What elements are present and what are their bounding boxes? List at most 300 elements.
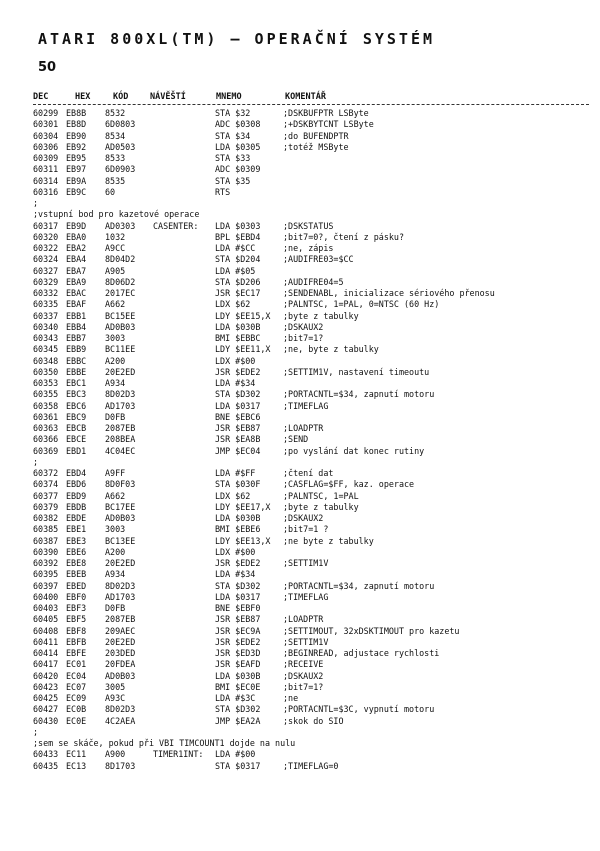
cell-hex: EBB7 xyxy=(66,333,87,343)
cell-comment: ;ne xyxy=(283,693,299,703)
cell-hex: EBAC xyxy=(66,288,87,298)
cell-mnemo: LDX $62 xyxy=(215,299,251,310)
comment-line xyxy=(33,457,589,468)
cell-dec: 60425 xyxy=(33,693,59,703)
cell-dec: 60369 xyxy=(33,445,59,456)
cell-comment: ;PORTACNTL=$34, zapnutí motoru xyxy=(283,389,435,400)
cell-kod: D0FB xyxy=(105,603,126,613)
cell-comment: ;+DSKBYTCNT LSByte xyxy=(283,119,374,130)
cell-kod: BC13EE xyxy=(105,535,136,546)
cell-kod: 8534 xyxy=(105,130,126,141)
code-row xyxy=(33,592,589,603)
cell-kod: A934 xyxy=(105,378,126,388)
cell-mnemo: JSR $EAFD xyxy=(215,659,261,670)
code-row xyxy=(33,626,589,637)
cell-comment: ;SETTIMOUT, 32xDSKTIMOUT pro kazetu xyxy=(283,625,460,636)
cell-kod: 8D02D3 xyxy=(105,389,136,400)
cell-comment: ;bit7=1? xyxy=(283,333,324,343)
cell-hex: EB9A xyxy=(66,175,87,186)
cell-dec: 60343 xyxy=(33,333,59,343)
cell-hex: EC13 xyxy=(66,760,87,771)
cell-dec: 60435 xyxy=(33,760,59,771)
cell-kod: AD0303 xyxy=(105,220,136,231)
cell-dec: 60350 xyxy=(33,366,59,377)
code-row xyxy=(33,311,589,322)
cell-kod: A9FF xyxy=(105,468,126,478)
cell-comment: ;bit7=1? xyxy=(283,681,324,692)
cell-mnemo: STA $D302 xyxy=(215,704,261,715)
code-row xyxy=(33,299,589,310)
cell-hex: EBC1 xyxy=(66,378,87,388)
cell-dec: 60327 xyxy=(33,265,59,276)
cell-dec: 60366 xyxy=(33,434,59,445)
code-row xyxy=(33,749,589,760)
cell-kod: 4C04EC xyxy=(105,445,136,456)
cell-comment: ;SENDENABL, inicializace sériového přenosu xyxy=(283,288,495,298)
cell-mnemo: JSR $EA8B xyxy=(215,434,261,445)
cell-hex: EB9C xyxy=(66,186,87,197)
cell-dec: 60397 xyxy=(33,580,59,591)
cell-kod: 2087EB xyxy=(105,423,136,433)
comment-line xyxy=(33,727,589,738)
cell-hex: EBD1 xyxy=(66,445,87,456)
cell-mnemo: LDA $0317 xyxy=(215,400,261,411)
cell-mnemo: LDA #$CC xyxy=(215,243,256,253)
cell-hex: EBFB xyxy=(66,636,87,647)
cell-mnemo: JSR $EDE2 xyxy=(215,366,261,377)
cell-hex: EBC3 xyxy=(66,389,87,400)
code-row xyxy=(33,232,589,243)
code-row xyxy=(33,254,589,265)
cell-comment: ;ne, zápis xyxy=(283,243,334,253)
cell-comment: ;TIMEFLAG=0 xyxy=(283,760,339,771)
cell-mnemo: ADC $0308 xyxy=(215,119,261,130)
cell-hex: EBFE xyxy=(66,648,87,658)
comment-line-text: ; xyxy=(33,726,39,737)
cell-dec: 60411 xyxy=(33,636,59,647)
cell-comment: ;BEGINREAD, adjustace rychlosti xyxy=(283,648,440,658)
code-row xyxy=(33,513,589,524)
cell-comment: ;bit7=0?, čtení z pásku? xyxy=(283,231,405,242)
cell-dec: 60317 xyxy=(33,220,59,231)
code-row xyxy=(33,367,589,378)
cell-kod: D0FB xyxy=(105,411,126,422)
cell-comment: ;byte z tabulky xyxy=(283,501,359,512)
cell-dec: 60403 xyxy=(33,603,59,613)
cell-dec: 60304 xyxy=(33,130,59,141)
page-number: 50 xyxy=(38,60,57,75)
cell-mnemo: LDY $EE11,X xyxy=(215,344,271,355)
cell-comment: ;PALNTSC, 1=PAL, 0=NTSC (60 Hz) xyxy=(283,299,440,310)
cell-hex: EBE3 xyxy=(66,535,87,546)
cell-dec: 60372 xyxy=(33,468,59,478)
code-row xyxy=(33,468,589,479)
code-row xyxy=(33,446,589,457)
cell-mnemo: STA $34 xyxy=(215,130,251,141)
cell-kod: A9CC xyxy=(105,243,126,253)
cell-hex: EB92 xyxy=(66,141,87,152)
cell-kod: 208BEA xyxy=(105,434,136,445)
code-row xyxy=(33,671,589,682)
cell-mnemo: BPL $EBD4 xyxy=(215,231,261,242)
cell-hex: EBAF xyxy=(66,299,87,310)
cell-kod: A93C xyxy=(105,693,126,703)
cell-hex: EBD9 xyxy=(66,490,87,501)
cell-mnemo: BMI $EC0E xyxy=(215,681,261,692)
code-row xyxy=(33,153,589,164)
cell-comment: ;TIMEFLAG xyxy=(283,591,329,602)
code-row xyxy=(33,412,589,423)
cell-mnemo: LDA #$05 xyxy=(215,265,256,276)
cell-kod: BC17EE xyxy=(105,501,136,512)
column-header-kod: KÓD xyxy=(113,92,129,102)
cell-mnemo: LDA $030B xyxy=(215,321,261,332)
code-row xyxy=(33,761,589,772)
cell-dec: 60348 xyxy=(33,355,59,366)
cell-hex: EBF5 xyxy=(66,614,87,625)
cell-dec: 60400 xyxy=(33,591,59,602)
cell-kod: 2017EC xyxy=(105,288,136,298)
cell-hex: EC07 xyxy=(66,681,87,692)
code-row xyxy=(33,142,589,153)
cell-mnemo: JSR $ED3D xyxy=(215,648,261,658)
code-row xyxy=(33,434,589,445)
cell-hex: EC04 xyxy=(66,670,87,681)
cell-mnemo: STA $0317 xyxy=(215,760,261,771)
cell-hex: EBED xyxy=(66,580,87,591)
cell-dec: 60320 xyxy=(33,231,59,242)
cell-mnemo: STA $D302 xyxy=(215,389,261,400)
cell-mnemo: LDY $EE13,X xyxy=(215,535,271,546)
cell-hex: EC0E xyxy=(66,715,87,726)
cell-kod: 60 xyxy=(105,186,116,197)
cell-kod: 20E2ED xyxy=(105,366,136,377)
code-row xyxy=(33,659,589,670)
cell-mnemo: JMP $EC04 xyxy=(215,445,261,456)
cell-kod: 3005 xyxy=(105,681,126,692)
code-row xyxy=(33,524,589,535)
code-row xyxy=(33,614,589,625)
cell-hex: EBEB xyxy=(66,569,87,580)
code-row xyxy=(33,131,589,142)
cell-hex: EBB9 xyxy=(66,344,87,355)
cell-comment: ;AUDIFRE03=$CC xyxy=(283,254,354,265)
cell-comment: ;CASFLAG=$FF, kaz. operace xyxy=(283,479,415,490)
code-row xyxy=(33,479,589,490)
cell-kod: 1032 xyxy=(105,231,126,242)
cell-comment: ;PORTACNTL=$3C, vypnutí motoru xyxy=(283,704,435,715)
cell-kod: 20E2ED xyxy=(105,558,136,568)
cell-hex: EBD6 xyxy=(66,479,87,490)
cell-comment: ;po vyslání dat konec rutiny xyxy=(283,445,425,456)
cell-hex: EB9D xyxy=(66,220,87,231)
cell-mnemo: BNE $EBC6 xyxy=(215,411,261,422)
cell-kod: A934 xyxy=(105,569,126,580)
cell-kod: 8D0F03 xyxy=(105,479,136,490)
code-row xyxy=(33,389,589,400)
code-row xyxy=(33,558,589,569)
cell-dec: 60385 xyxy=(33,524,59,535)
code-row xyxy=(33,187,589,198)
cell-hex: EBBE xyxy=(66,366,87,377)
code-row xyxy=(33,164,589,175)
code-row xyxy=(33,356,589,367)
cell-kod: 20E2ED xyxy=(105,636,136,647)
cell-kod: 8532 xyxy=(105,108,126,118)
code-row xyxy=(33,344,589,355)
code-row xyxy=(33,221,589,232)
cell-comment: ;LOADPTR xyxy=(283,614,324,625)
cell-hex: EC11 xyxy=(66,749,87,760)
cell-mnemo: ADC $0309 xyxy=(215,164,261,175)
cell-dec: 60390 xyxy=(33,546,59,557)
cell-hex: EBDB xyxy=(66,501,87,512)
code-row xyxy=(33,108,589,119)
code-row xyxy=(33,547,589,558)
cell-comment: ;skok do SIO xyxy=(283,715,344,726)
cell-hex: EB8D xyxy=(66,119,87,130)
code-row xyxy=(33,322,589,333)
cell-kod: 8D1703 xyxy=(105,760,136,771)
comment-line xyxy=(33,738,589,749)
cell-dec: 60324 xyxy=(33,254,59,265)
cell-hex: EC01 xyxy=(66,659,87,670)
cell-mnemo: LDA $0303 xyxy=(215,220,261,231)
cell-hex: EB95 xyxy=(66,153,87,163)
cell-dec: 60353 xyxy=(33,378,59,388)
cell-kod: 4C2AEA xyxy=(105,715,136,726)
cell-dec: 60414 xyxy=(33,648,59,658)
cell-mnemo: JSR $EC17 xyxy=(215,288,261,298)
cell-comment: ;bit7=1 ? xyxy=(283,524,329,535)
cell-hex: EBB1 xyxy=(66,310,87,321)
cell-mnemo: LDA #$34 xyxy=(215,569,256,580)
code-row xyxy=(33,119,589,130)
code-row xyxy=(33,682,589,693)
cell-mnemo: LDA #$34 xyxy=(215,378,256,388)
cell-mnemo: LDA #$3C xyxy=(215,693,256,703)
cell-hex: EBB4 xyxy=(66,321,87,332)
cell-hex: EBA7 xyxy=(66,265,87,276)
cell-hex: EBE8 xyxy=(66,558,87,568)
code-row xyxy=(33,693,589,704)
cell-dec: 60392 xyxy=(33,558,59,568)
cell-hex: EBF0 xyxy=(66,591,87,602)
page-header-title: ATARI 800XL(TM) — OPERAČNÍ SYSTÉM xyxy=(38,30,436,48)
cell-comment: ;totéž MSByte xyxy=(283,141,349,152)
code-row xyxy=(33,378,589,389)
cell-kod: AD0503 xyxy=(105,141,136,152)
cell-kod: 3003 xyxy=(105,524,126,535)
code-row xyxy=(33,277,589,288)
cell-comment: ;SETTIM1V xyxy=(283,636,329,647)
cell-kod: 8D06D2 xyxy=(105,276,136,287)
cell-mnemo: LDX $62 xyxy=(215,490,251,501)
cell-dec: 60361 xyxy=(33,411,59,422)
cell-comment: ;DSKAUX2 xyxy=(283,513,324,523)
cell-comment: ;PALNTSC, 1=PAL xyxy=(283,490,359,501)
cell-dec: 60322 xyxy=(33,243,59,253)
cell-hex: EBA2 xyxy=(66,243,87,253)
cell-mnemo: JMP $EA2A xyxy=(215,715,261,726)
cell-dec: 60358 xyxy=(33,400,59,411)
cell-kod: 209AEC xyxy=(105,625,136,636)
cell-comment: ;PORTACNTL=$34, zapnutí motoru xyxy=(283,580,435,591)
cell-comment: ;TIMEFLAG xyxy=(283,400,329,411)
cell-kod: A900 xyxy=(105,749,126,760)
cell-mnemo: STA $33 xyxy=(215,153,251,163)
cell-label: TIMER1INT: xyxy=(153,749,204,760)
cell-dec: 60314 xyxy=(33,175,59,186)
cell-dec: 60335 xyxy=(33,299,59,310)
cell-kod: AD0B03 xyxy=(105,321,136,332)
cell-hex: EBA4 xyxy=(66,254,87,265)
cell-dec: 60363 xyxy=(33,423,59,433)
cell-hex: EB90 xyxy=(66,130,87,141)
cell-dec: 60379 xyxy=(33,501,59,512)
cell-mnemo: LDA #$00 xyxy=(215,749,256,760)
cell-kod: BC15EE xyxy=(105,310,136,321)
cell-kod: BC11EE xyxy=(105,344,136,355)
cell-mnemo: STA $D302 xyxy=(215,580,261,591)
cell-mnemo: LDX #$00 xyxy=(215,546,256,557)
code-row xyxy=(33,502,589,513)
code-row xyxy=(33,536,589,547)
column-header-hex: HEX xyxy=(75,92,91,102)
code-row xyxy=(33,637,589,648)
cell-dec: 60316 xyxy=(33,186,59,197)
code-row xyxy=(33,333,589,344)
cell-dec: 60433 xyxy=(33,749,59,760)
cell-kod: 6D0903 xyxy=(105,164,136,175)
cell-hex: EBC9 xyxy=(66,411,87,422)
cell-hex: EBA0 xyxy=(66,231,87,242)
cell-kod: 8D02D3 xyxy=(105,704,136,715)
code-row xyxy=(33,704,589,715)
cell-dec: 60420 xyxy=(33,670,59,681)
column-header-comment: KOMENTÁŘ xyxy=(285,92,326,102)
cell-mnemo: LDA $030B xyxy=(215,513,261,523)
cell-mnemo: LDA $0305 xyxy=(215,141,261,152)
cell-mnemo: JSR $EB87 xyxy=(215,614,261,625)
cell-kod: A662 xyxy=(105,299,126,310)
cell-dec: 60387 xyxy=(33,535,59,546)
cell-hex: EBA9 xyxy=(66,276,87,287)
comment-line xyxy=(33,209,589,220)
cell-dec: 60332 xyxy=(33,288,59,298)
column-header-label: NÁVĚŠTÍ xyxy=(150,92,186,102)
cell-mnemo: STA $35 xyxy=(215,175,251,186)
cell-kod: 3003 xyxy=(105,333,126,343)
cell-mnemo: STA $D206 xyxy=(215,276,261,287)
column-header-dec: DEC xyxy=(33,92,49,102)
cell-comment: ;DSKBUFPTR LSByte xyxy=(283,108,369,118)
cell-label: CASENTER: xyxy=(153,220,199,231)
cell-hex: EB8B xyxy=(66,108,87,118)
comment-line-text: ;sem se skáče, pokud při VBI TIMCOUNT1 dojde na nulu xyxy=(33,738,296,748)
header-separator xyxy=(33,104,589,105)
cell-hex: EBE1 xyxy=(66,524,87,535)
cell-mnemo: LDA $0317 xyxy=(215,591,261,602)
cell-mnemo: LDA $030B xyxy=(215,670,261,681)
cell-dec: 60382 xyxy=(33,513,59,523)
cell-dec: 60311 xyxy=(33,164,59,175)
code-row xyxy=(33,288,589,299)
cell-dec: 60299 xyxy=(33,108,59,118)
code-row xyxy=(33,266,589,277)
cell-hex: EBCE xyxy=(66,434,87,445)
cell-kod: AD1703 xyxy=(105,591,136,602)
cell-mnemo: LDY $EE15,X xyxy=(215,310,271,321)
cell-dec: 60374 xyxy=(33,479,59,490)
cell-comment: ;byte z tabulky xyxy=(283,310,359,321)
code-row xyxy=(33,569,589,580)
cell-dec: 60301 xyxy=(33,119,59,130)
cell-dec: 60355 xyxy=(33,389,59,400)
cell-dec: 60345 xyxy=(33,344,59,355)
cell-comment: ;SETTIM1V, nastavení timeoutu xyxy=(283,366,430,377)
cell-comment: ;DSKSTATUS xyxy=(283,220,334,231)
comment-line-text: ; xyxy=(33,198,39,208)
cell-dec: 60430 xyxy=(33,715,59,726)
cell-hex: EBF8 xyxy=(66,625,87,636)
cell-comment: ;DSKAUX2 xyxy=(283,321,324,332)
code-row xyxy=(33,581,589,592)
cell-comment: ;ne, byte z tabulky xyxy=(283,344,379,355)
cell-comment: ;AUDIFRE04=5 xyxy=(283,276,344,287)
cell-hex: EBD4 xyxy=(66,468,87,478)
cell-hex: EBBC xyxy=(66,355,87,366)
cell-mnemo: JSR $EC9A xyxy=(215,625,261,636)
comment-line xyxy=(33,198,589,209)
cell-kod: AD1703 xyxy=(105,400,136,411)
cell-hex: EC09 xyxy=(66,693,87,703)
cell-mnemo: JSR $EB87 xyxy=(215,423,261,433)
code-row xyxy=(33,401,589,412)
cell-mnemo: JSR $EDE2 xyxy=(215,636,261,647)
cell-dec: 60417 xyxy=(33,659,59,670)
cell-kod: AD0B03 xyxy=(105,670,136,681)
cell-comment: ;do BUFENDPTR xyxy=(283,130,349,141)
cell-hex: EBE6 xyxy=(66,546,87,557)
cell-dec: 60423 xyxy=(33,681,59,692)
cell-kod: 6D0803 xyxy=(105,119,136,130)
code-row xyxy=(33,243,589,254)
cell-mnemo: BMI $EBE6 xyxy=(215,524,261,535)
cell-dec: 60405 xyxy=(33,614,59,625)
cell-kod: 20FDEA xyxy=(105,659,136,670)
code-row xyxy=(33,603,589,614)
code-row xyxy=(33,648,589,659)
cell-dec: 60337 xyxy=(33,310,59,321)
cell-mnemo: JSR $EDE2 xyxy=(215,558,261,568)
cell-hex: EB97 xyxy=(66,164,87,175)
code-row xyxy=(33,491,589,502)
cell-hex: EBF3 xyxy=(66,603,87,613)
code-listing xyxy=(33,108,589,772)
comment-line-text: ;vstupní bod pro kazetové operace xyxy=(33,209,200,220)
cell-kod: 8D02D3 xyxy=(105,580,136,591)
cell-kod: A200 xyxy=(105,546,126,557)
code-row xyxy=(33,423,589,434)
cell-mnemo: STA $D204 xyxy=(215,254,261,265)
cell-comment: ;LOADPTR xyxy=(283,423,324,433)
cell-dec: 60309 xyxy=(33,153,59,163)
column-header-mnemo: MNEMO xyxy=(216,92,242,102)
cell-kod: 2087EB xyxy=(105,614,136,625)
cell-mnemo: LDA #$FF xyxy=(215,468,256,478)
cell-comment: ;SEND xyxy=(283,434,309,445)
